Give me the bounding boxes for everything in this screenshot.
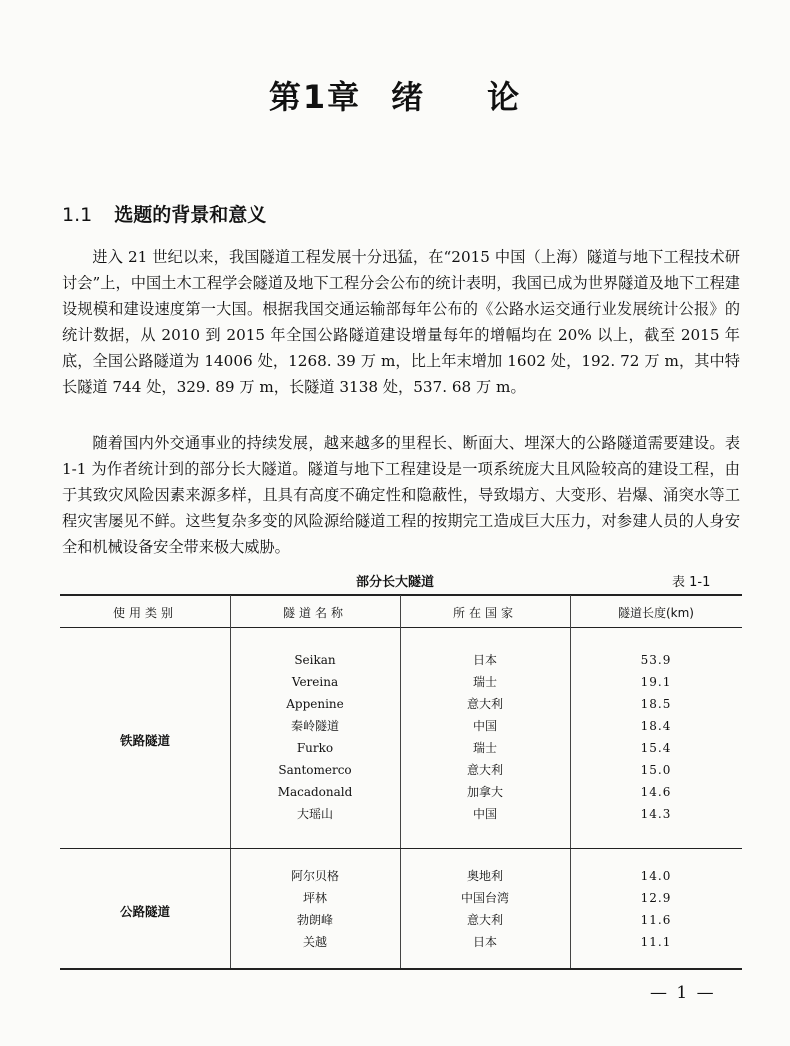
cell-country: 加拿大 <box>466 785 503 799</box>
header-rule <box>60 627 742 628</box>
cell-name: Seikan <box>294 653 336 667</box>
chapter-number: 第1章 <box>268 78 362 116</box>
cell-country: 中国台湾 <box>460 891 509 905</box>
section-number: 1.1 <box>62 204 93 226</box>
cell-length: 15.0 <box>640 763 672 777</box>
cell-name: 大瑶山 <box>296 807 333 821</box>
cell-country: 意大利 <box>466 697 503 711</box>
chapter-title-char-1: 绪 <box>391 78 426 116</box>
section-heading <box>62 200 266 227</box>
chapter-title <box>0 72 790 118</box>
cell-name: 阿尔贝格 <box>290 869 339 883</box>
table-caption: 部分长大隧道 <box>355 575 434 590</box>
cell-length: 12.9 <box>640 891 672 905</box>
cell-length: 14.3 <box>640 807 672 821</box>
header-country: 所在国家 <box>452 606 517 620</box>
cell-name: Furko <box>296 741 334 755</box>
cell-length: 14.6 <box>640 785 672 799</box>
cell-name: Appenine <box>286 697 344 711</box>
group-label-railway: 铁路隧道 <box>119 733 170 748</box>
chapter-title-char-2: 论 <box>487 78 522 116</box>
cell-name: 勃朗峰 <box>296 913 333 927</box>
cell-name: 关越 <box>302 935 327 949</box>
body-paragraph: 进入 21 世纪以来，我国隧道工程发展十分迅猛，在“2015 中国（上海）隧道与地下工程技术研讨会”上，中国土木工程学会隧道及地下工程分会公布的统计表明，我国已成为世界隧道及地下工程建设规模和建设速度第一大国。根据我国交通运输部每年公布的《公路水运交通行业发展统计公报》的统计数据，从 2010 到 2015 年全国公路隧道建设增量每年的增幅均在 20% 以上，截至 2015 年底，全国公路隧道为 14006 处，1268. 39 万 m，比上年末增加 1602 处，192. 72 万 m，其中特长隧道 744 处，329. 89 万 m，长隧道 3138 处，537. 68 万 m。 <box>62 248 740 396</box>
cell-length: 53.9 <box>640 653 672 667</box>
cell-country: 日本 <box>472 653 497 667</box>
table-bottom-rule <box>60 968 742 970</box>
cell-name: Vereina <box>291 675 339 689</box>
cell-name: 坪林 <box>302 891 327 905</box>
cell-length: 18.5 <box>640 697 672 711</box>
cell-length: 11.6 <box>640 913 672 927</box>
header-length: 隧道长度(km) <box>617 606 694 620</box>
cell-country: 瑞士 <box>472 741 497 755</box>
cell-country: 瑞士 <box>472 675 497 689</box>
cell-length: 19.1 <box>640 675 672 689</box>
cell-length: 18.4 <box>640 719 672 733</box>
cell-country: 意大利 <box>466 763 503 777</box>
cell-length: 15.4 <box>640 741 672 755</box>
cell-country: 奥地利 <box>466 869 503 883</box>
section-title: 选题的背景和意义 <box>114 204 267 226</box>
header-tunnel-name: 隧道名称 <box>282 606 347 620</box>
table-top-rule <box>60 594 742 596</box>
cell-country: 日本 <box>472 935 497 949</box>
cell-length: 11.1 <box>640 935 672 949</box>
page-number: — 1 — <box>650 983 716 1003</box>
group-label-highway: 公路隧道 <box>119 904 170 919</box>
cell-length: 14.0 <box>640 869 672 883</box>
cell-country: 中国 <box>472 719 497 733</box>
cell-country: 中国 <box>472 807 497 821</box>
cell-name: Macadonald <box>277 785 353 799</box>
cell-name: 秦岭隧道 <box>290 719 339 733</box>
cell-name: Santomerco <box>278 763 352 777</box>
group-divider-rule <box>60 848 742 849</box>
table-number: 表 1-1 <box>672 575 711 590</box>
body-paragraph: 随着国内外交通事业的持续发展，越来越多的里程长、断面大、埋深大的公路隧道需要建设。表 1-1 为作者统计到的部分长大隧道。隧道与地下工程建设是一项系统庞大且风险较高的建设工程，由于其致灾风险因素来源多样，且具有高度不确定性和隐蔽性，导致塌方、大变形、岩爆、涌突水等工程灾害屡见不鲜。这些复杂多变的风险源给隧道工程的按期完工造成巨大压力，对参建人员的人身安全和机械设备安全带来极大威胁。 <box>62 434 740 556</box>
header-category: 使用类别 <box>112 606 177 620</box>
cell-country: 意大利 <box>466 913 503 927</box>
